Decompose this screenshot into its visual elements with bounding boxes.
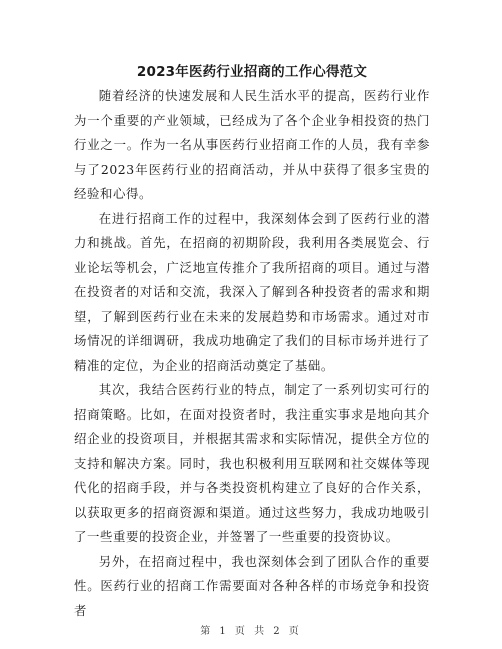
paragraph-1: 随着经济的快速发展和人民生活水平的提高，医药行业作为一个重要的产业领域，已经成为了各个企业争相投资的热门行业之一。作为一名从事医药行业招商工作的人员，我有幸参与了2023年医药行业的招商活动，并从中获得了很多宝贵的经验和心得。 (74, 88, 430, 201)
document-title: 2023年医药行业招商的工作心得范文 (136, 64, 368, 80)
paragraph-4: 另外，在招商过程中，我也深刻体会到了团队合作的重要性。医药行业的招商工作需要面对各种各样的市场竞争和投资者 (74, 553, 430, 618)
document-page (74, 62, 430, 623)
paragraph-2: 在进行招商工作的过程中，我深刻体会到了医药行业的潜力和挑战。首先，在招商的初期阶段，我利用各类展览会、行业论坛等机会，广泛地宣传推介了我所招商的项目。通过与潜在投资者的对话和交流，我深入了解到各种投资者的需求和期望，了解到医药行业在未来的发展趋势和市场需求。通过对市场情况的详细调研，我成功地确定了我们的目标市场并进行了精准的定位，为企业的招商活动奠定了基础。 (74, 210, 430, 373)
page-number-footer: 第 1 页 共 2 页 (200, 626, 302, 637)
paragraph-3: 其次，我结合医药行业的特点，制定了一系列切实可行的招商策略。比如，在面对投资者时，我注重实事求是地向其介绍企业的投资项目，并根据其需求和实际情况，提供全方位的支持和解决方案。同时，我也积极利用互联网和社交媒体等现代化的招商手段，并与各类投资机构建立了良好的合作关系，以获取更多的招商资源和渠道。通过这些努力，我成功地吸引了一些重要的投资企业，并签署了一些重要的投资协议。 (74, 382, 430, 544)
